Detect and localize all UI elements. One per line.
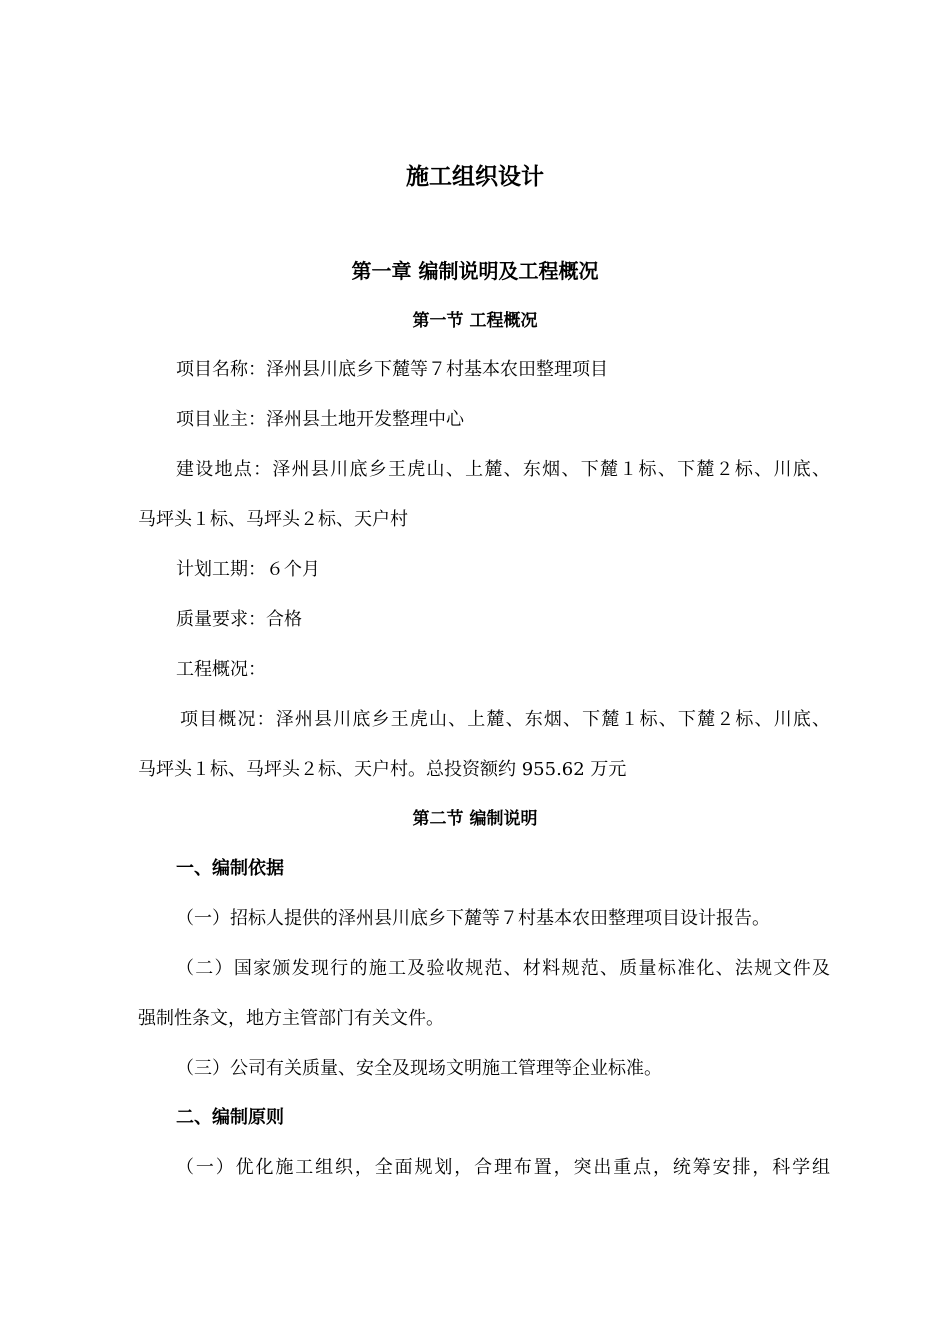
- overview-line-2: 马坪头１标、马坪头２标、天户村。总投资额约 955.62 万元: [138, 759, 627, 780]
- chapter-title: 第一章 编制说明及工程概况: [351, 259, 599, 283]
- section-title-preparation: 第二节 编制说明: [412, 809, 538, 829]
- basis-item-2-line-2: 强制性条文，地方主管部门有关文件。: [138, 1008, 444, 1029]
- document-title: 施工组织设计: [406, 163, 544, 190]
- overview-line-1: 项目概况：泽州县川底乡王虎山、上麓、东烟、下麓１标、下麓２标、川底、: [180, 709, 830, 730]
- project-name: 项目名称：泽州县川底乡下麓等７村基本农田整理项目: [176, 359, 608, 380]
- principle-item-1-line-1: （一）优化施工组织，全面规划，合理布置，突出重点，统筹安排，科学组: [176, 1157, 830, 1178]
- quality-requirement: 质量要求：合格: [176, 609, 302, 630]
- basis-item-1: （一）招标人提供的泽州县川底乡下麓等７村基本农田整理项目设计报告。: [176, 908, 770, 929]
- basis-heading: 一、编制依据: [176, 858, 284, 879]
- location-line-2: 马坪头１标、马坪头２标、天户村: [138, 509, 408, 530]
- planned-duration: 计划工期：６个月: [176, 559, 320, 580]
- principle-heading: 二、编制原则: [176, 1107, 284, 1128]
- basis-item-2-line-1: （二）国家颁发现行的施工及验收规范、材料规范、质量标准化、法规文件及: [176, 958, 830, 979]
- location-line-1: 建设地点：泽州县川底乡王虎山、上麓、东烟、下麓１标、下麓２标、川底、: [176, 459, 830, 480]
- overview-label: 工程概况：: [176, 659, 266, 680]
- project-owner: 项目业主：泽州县土地开发整理中心: [176, 409, 464, 430]
- section-title-overview: 第一节 工程概况: [412, 311, 538, 331]
- basis-item-3: （三）公司有关质量、安全及现场文明施工管理等企业标准。: [176, 1058, 662, 1079]
